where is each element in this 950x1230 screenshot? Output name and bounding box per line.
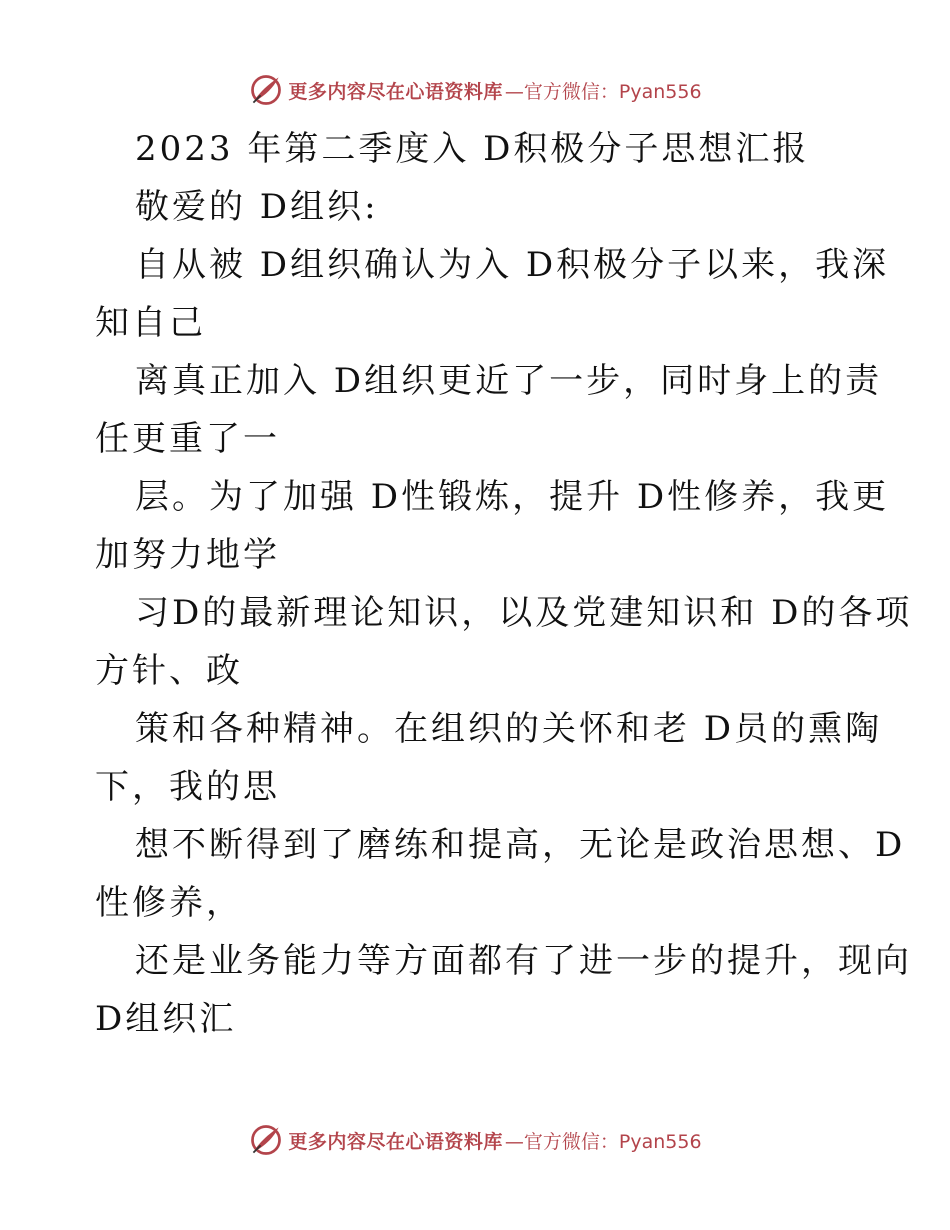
body-line: 离真正加入 D组织更近了一步，同时身上的责 (135, 361, 883, 401)
document-title: 2023 年第二季度入 D积极分子思想汇报 (135, 129, 810, 169)
body-line: 方针、政 (95, 651, 243, 691)
body-line: 层。为了加强 D性锻炼，提升 D性修养，我更 (135, 477, 890, 517)
quill-emblem-icon (248, 72, 284, 108)
body-line: 知自己 (95, 303, 206, 343)
document-body (95, 120, 913, 1048)
body-line: 加努力地学 (95, 535, 280, 575)
banner-wechat-text: —官方微信：Pyan556 (504, 1130, 702, 1153)
quill-emblem-icon (248, 1122, 284, 1158)
banner-wechat-text: —官方微信：Pyan556 (504, 80, 702, 103)
salutation: 敬爱的 D组织: (135, 187, 379, 227)
body-line: 自从被 D组织确认为入 D积极分子以来，我深 (135, 245, 890, 285)
body-line: 性修养， (95, 883, 243, 923)
body-line: 策和各种精神。在组织的关怀和老 D员的熏陶 (135, 709, 883, 749)
body-line: 下，我的思 (95, 767, 280, 807)
bottom-watermark-banner (0, 1118, 950, 1162)
body-line: 任更重了一 (95, 419, 280, 459)
body-line: 习D的最新理论知识，以及党建知识和 D的各项 (135, 593, 913, 633)
top-watermark-banner (0, 68, 950, 112)
body-line: 想不断得到了磨练和提高，无论是政治思想、D (135, 825, 906, 865)
body-line: D组织汇 (95, 999, 237, 1039)
banner-main-text: 更多内容尽在心语资料库 (288, 1130, 503, 1153)
body-line: 还是业务能力等方面都有了进一步的提升，现向 (135, 941, 912, 981)
banner-main-text: 更多内容尽在心语资料库 (288, 80, 503, 103)
